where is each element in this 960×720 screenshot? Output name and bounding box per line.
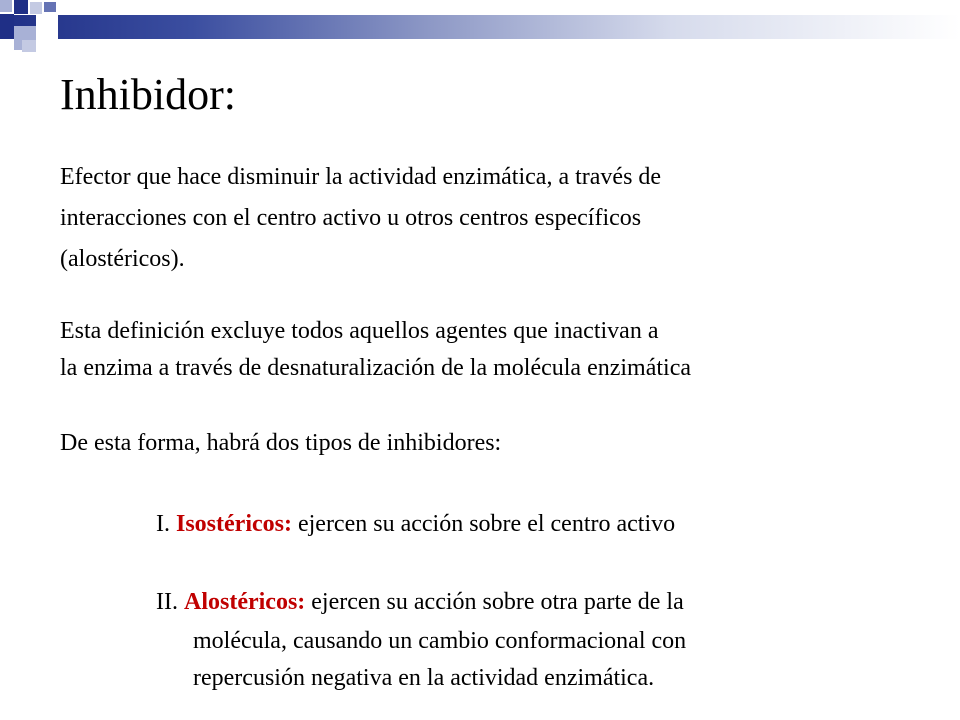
type-numeral: I. (156, 511, 176, 537)
slide-title: Inhibidor: (60, 70, 236, 119)
type-2-first-line (156, 583, 684, 621)
types-intro: De esta forma, habrá dos tipos de inhibidores: (60, 430, 502, 456)
definition-line: (alostéricos). (60, 246, 185, 272)
deco-square-light-top (0, 0, 12, 12)
exclusion-line: la enzima a través de desnaturalización de la molécula enzimática (60, 355, 692, 381)
inhibitor-type-isosteric (156, 505, 675, 543)
deco-square-dark-small (44, 2, 56, 12)
definition-line: Efector que hace disminuir la actividad enzimática, a través de (60, 164, 662, 190)
type-2-continuation-line: repercusión negativa en la actividad enzimática. (193, 665, 655, 691)
exclusion-line: Esta definición excluye todos aquellos agentes que inactivan a (60, 318, 659, 344)
definition-line: interacciones con el centro activo u otros centros específicos (60, 205, 642, 231)
deco-square-dark-top (14, 0, 28, 14)
deco-square-dark-mid (0, 14, 14, 38)
type-numeral: II. (156, 589, 184, 615)
header-bar-gap (36, 15, 58, 39)
type-term-isosteric: Isostéricos: (176, 511, 292, 537)
deco-square-bottom (22, 40, 36, 52)
type-description: ejercen su acción sobre otra parte de la (305, 589, 684, 615)
type-2-continuation-line: molécula, causando un cambio conformacional con (193, 628, 687, 654)
header-gradient-bar (0, 15, 960, 39)
deco-square-light-small (30, 2, 42, 14)
type-term-allosteric: Alostéricos: (183, 589, 306, 615)
type-description: ejercen su acción sobre el centro activo (291, 511, 676, 537)
